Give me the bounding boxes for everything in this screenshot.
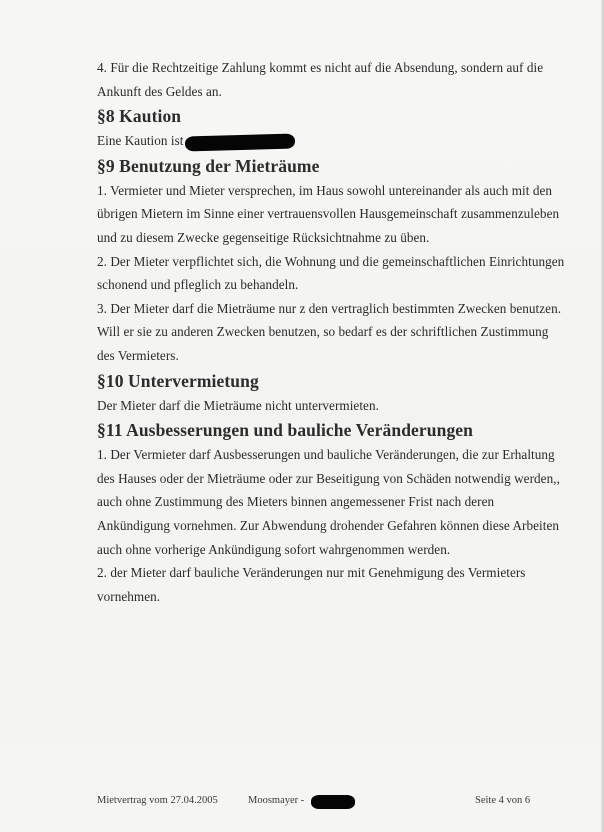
footer-redaction-bar <box>311 795 355 809</box>
section-11-paragraph-1: 1. Der Vermieter darf Ausbesserungen und bauliche Veränderungen, die zur Erhaltung des Hauses oder der Mieträume oder zur Beseitigung von Schäden notwendig werden,, auch ohne Zustimmung des Mieters binnen angemessener Frist nach deren Ankündigung vornehmen. Zur Abwendung drohender Gefahren können diese Arbeiten auch ohne vorherige Ankündigung sofort wahrgenommen werden. <box>97 447 560 557</box>
redaction-bar <box>184 133 294 151</box>
section-8-text-line <box>97 129 567 153</box>
intro-paragraph: 4. Für die Rechtzeitige Zahlung kommt es nicht auf die Absendung, sondern auf die Ankunft des Geldes an. <box>97 60 544 99</box>
footer-contract-date: Mietvertrag vom 27.04.2005 <box>97 795 218 806</box>
section-11-paragraph-2: 2. der Mieter darf bauliche Veränderungen nur mit Genehmigung des Vermieters vornehmen. <box>97 565 526 604</box>
page-footer <box>97 795 547 815</box>
section-9-heading: §9 Benutzung der Mieträume <box>97 155 320 176</box>
page-content <box>97 56 567 608</box>
footer-page-number: Seite 4 von 6 <box>475 795 531 806</box>
section-8-text: Eine Kaution ist <box>97 133 184 149</box>
section-9-paragraph-1: 1. Vermieter und Mieter versprechen, im Haus sowohl untereinander als auch mit den übrigen Mietern im Sinne einer vertrauensvollen Hausgemeinschaft zusammenzuleben und zu diesem Zwecke gegenseitige Rücksichtnahme zu üben. <box>97 182 560 245</box>
section-10-heading: §10 Untervermietung <box>97 370 259 391</box>
section-9-paragraph-3: 3. Der Mieter darf die Mieträume nur z den vertraglich bestimmten Zwecken benutzen. Will er sie zu anderen Zwecken benutzen, so bedarf es der schriftlichen Zustimmung des Vermieters. <box>97 300 562 363</box>
section-10-text: Der Mieter darf die Mieträume nicht untervermieten. <box>97 397 379 413</box>
footer-party-name: Moosmayer - <box>248 795 305 806</box>
section-11-heading: §11 Ausbesserungen und bauliche Veränderungen <box>97 420 473 441</box>
section-8-heading: §8 Kaution <box>97 106 182 127</box>
section-9-paragraph-2: 2. Der Mieter verpflichtet sich, die Wohnung und die gemeinschaftlichen Einrichtungen schonend und pfleglich zu behandeln. <box>97 253 565 293</box>
